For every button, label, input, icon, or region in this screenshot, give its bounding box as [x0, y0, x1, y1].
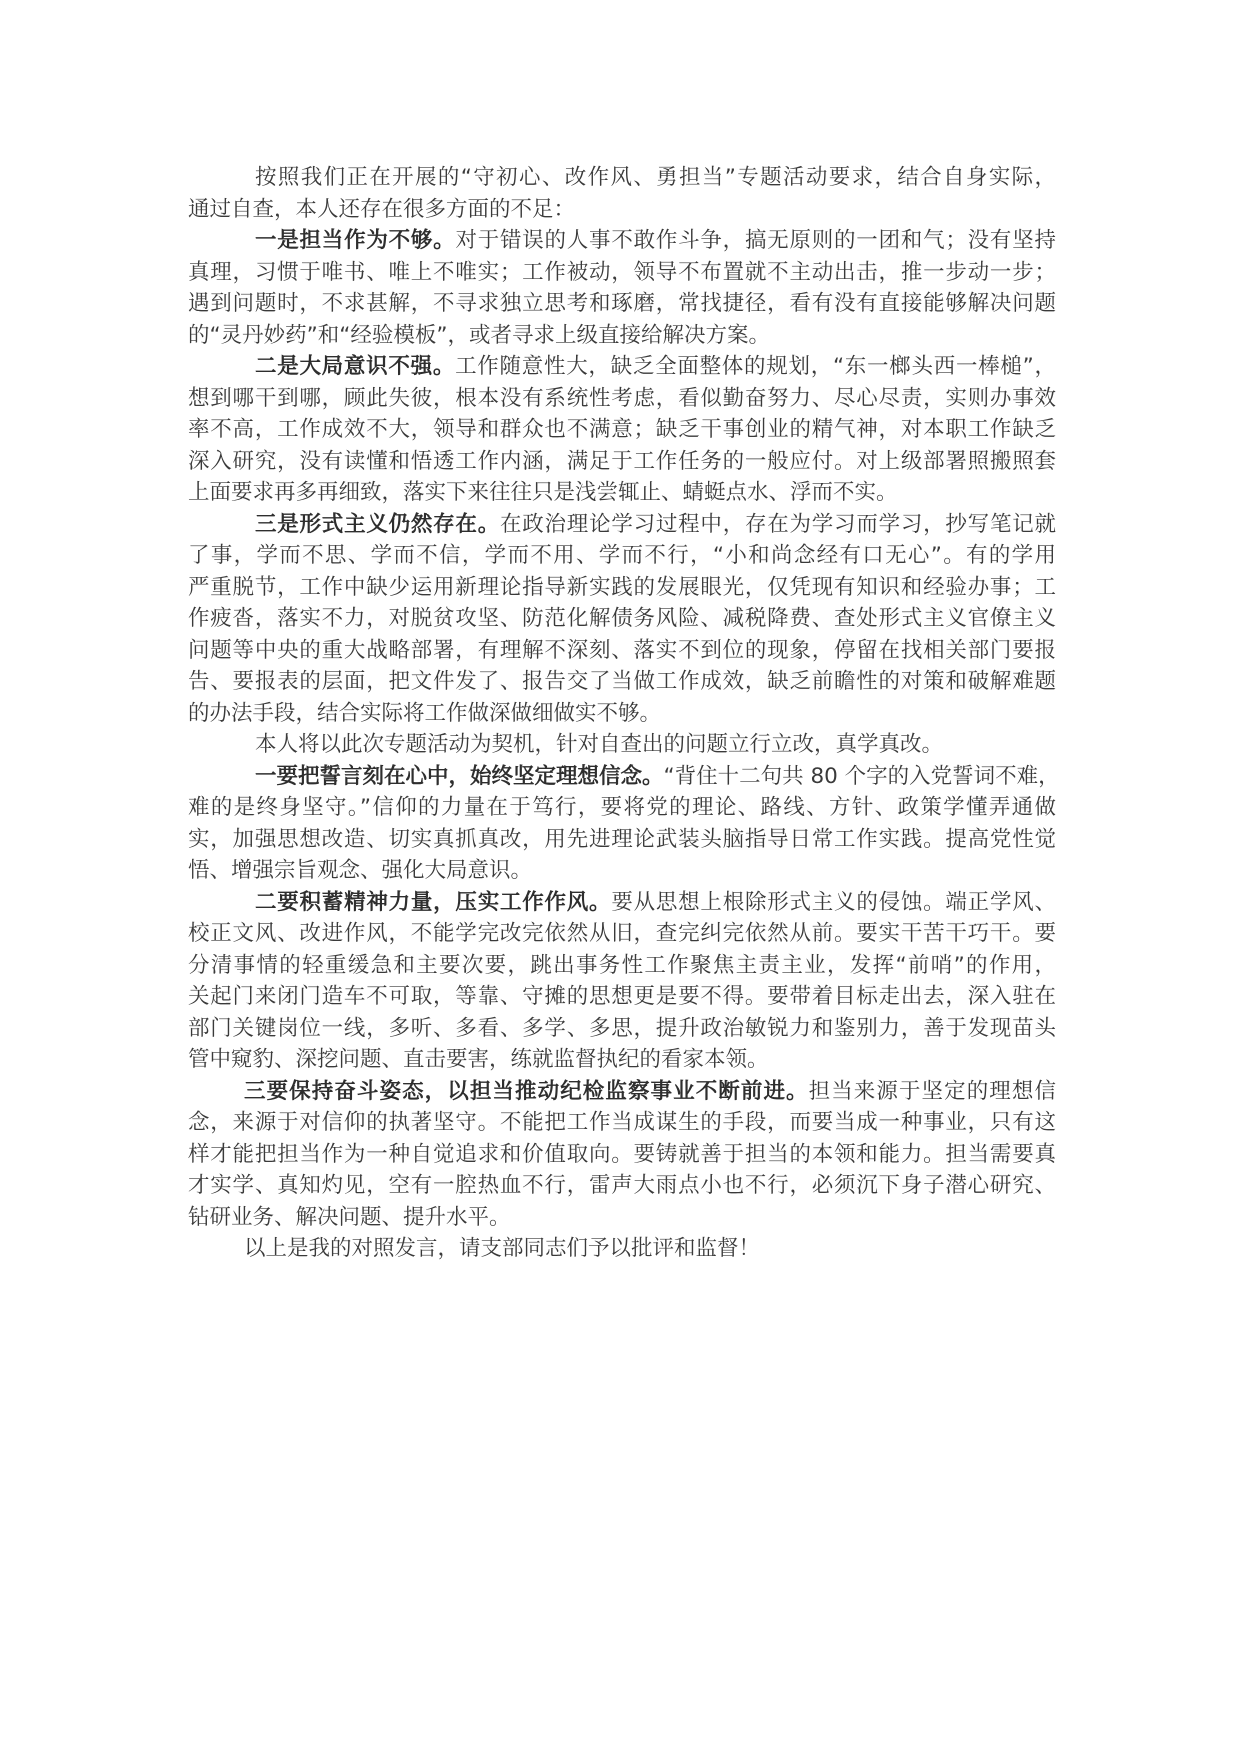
paragraph-heading: 二是大局意识不强。: [255, 354, 456, 379]
paragraph: [188, 1076, 1056, 1234]
line-text: 难的是终身坚守。”信仰的力量在于笃行，要将党的理论、路线、方针、政策学懂弄通做: [188, 795, 1056, 820]
text-line: [188, 792, 1056, 824]
line-text: 了事，学而不思、学而不信，学而不用、学而不行，“小和尚念经有口无心”。有的学用: [188, 543, 1056, 568]
line-text: 上面要求再多再细致，落实下来往往只是浅尝辄止、蜻蜓点水、浮而不实。: [188, 480, 898, 505]
text-line: [188, 194, 1056, 226]
text-line: [188, 603, 1056, 635]
line-text: 真理，习惯于唯书、唯上不唯实；工作被动，领导不布置就不主动出击，推一步动一步；: [188, 259, 1056, 285]
text-line: [188, 1076, 1056, 1108]
line-text: 样才能把担当作为一种自觉追求和价值取向。要铸就善于担当的本领和能力。担当需要真: [188, 1141, 1056, 1167]
text-line: [188, 257, 1056, 289]
paragraph: [188, 225, 1056, 351]
line-text: 实，加强思想改造、切实真抓真改，用先进理论武装头脑指导日常工作实践。提高党性觉: [188, 826, 1056, 852]
text-line: [188, 918, 1056, 950]
line-text: 通过自查，本人还存在很多方面的不足：: [188, 196, 576, 222]
text-line: [188, 225, 1056, 257]
paragraph: [188, 509, 1056, 730]
line-text: 告、要报表的层面，把文件发了、报告交了当做工作成效，缺乏前瞻性的对策和破解难题: [188, 669, 1056, 694]
text-line: [188, 288, 1056, 320]
line-text: 作疲沓，落实不力，对脱贫攻坚、防范化解债务风险、减税降费、查处形式主义官僚主义: [188, 606, 1056, 631]
line-text: 念，来源于对信仰的执著坚守。不能把工作当成谋生的手段，而要当成一种事业，只有这: [188, 1110, 1056, 1135]
line-text: 的“灵丹妙药”和“经验模板”，或者寻求上级直接给解决方案。: [188, 322, 771, 348]
paragraph: [188, 761, 1060, 887]
text-line: [188, 981, 1056, 1013]
line-text: 悟、增强宗旨观念、强化大局意识。: [188, 858, 533, 883]
text-line: [188, 1139, 1056, 1171]
line-text: 率不高，工作成效不大，领导和群众也不满意；缺乏干事创业的精气神，对本职工作缺乏: [188, 417, 1056, 442]
line-text: 担当来源于坚定的理想信: [808, 1078, 1056, 1104]
text-line: [188, 446, 1056, 478]
line-text: 的办法手段，结合实际将工作做深做细做实不够。: [188, 700, 662, 726]
line-text: 钻研业务、解决问题、提升水平。: [188, 1204, 511, 1230]
text-line: [188, 824, 1056, 856]
line-text: 想到哪干到哪，顾此失彼，根本没有系统性考虑，看似勤奋努力、尽心尽责，实则办事效: [188, 385, 1056, 411]
paragraph-heading: 二要积蓄精神力量，压实工作作风。: [255, 889, 612, 915]
paragraph: [188, 351, 1056, 509]
line-text: 分清事情的轻重缓急和主要次要，跳出事务性工作聚焦主责主业，发挥“前哨”的作用，: [188, 952, 1056, 978]
text-line: [188, 1202, 1056, 1234]
line-text: “背住十二句共 80 个字的入党誓词不难，: [663, 763, 1060, 789]
line-text: 遇到问题时，不求甚解，不寻求独立思考和琢磨，常找捷径，看有没有直接能够解决问题: [188, 291, 1056, 316]
line-text: 才实学、真知灼见，空有一腔热血不行，雷声大雨点小也不行，必须沉下身子潜心研究、: [188, 1173, 1056, 1198]
paragraph: [188, 887, 1056, 1076]
paragraph-heading: 一是担当作为不够。: [255, 228, 456, 253]
text-line: [188, 414, 1056, 446]
text-line: [188, 509, 1056, 541]
text-line: [188, 383, 1056, 415]
text-line: [188, 729, 1056, 761]
paragraph: [188, 729, 1056, 761]
text-line: [188, 1044, 1056, 1076]
text-line: [188, 698, 1056, 730]
line-text: 以上是我的对照发言，请支部同志们予以批评和监督！: [244, 1236, 761, 1261]
line-text: 要从思想上根除形式主义的侵蚀。端正学风、: [611, 889, 1056, 915]
text-line: [188, 351, 1056, 383]
line-text: 深入研究，没有读懂和悟透工作内涵，满足于工作任务的一般应付。对上级部署照搬照套: [188, 448, 1056, 474]
line-text: 问题等中央的重大战略部署，有理解不深刻、落实不到位的现象，停留在找相关部门要报: [188, 637, 1056, 663]
line-text: 工作随意性大，缺乏全面整体的规划，“东一榔头西一棒槌”，: [455, 354, 1056, 379]
line-text: 关起门来闭门造车不可取，等靠、守摊的思想更是要不得。要带着目标走出去，深入驻在: [188, 984, 1056, 1009]
paragraph: [188, 162, 1056, 225]
paragraph-heading: 三是形式主义仍然存在。: [255, 511, 500, 537]
text-line: [188, 1013, 1056, 1045]
line-text: 部门关键岗位一线，多听、多看、多学、多思，提升政治敏锐力和鉴别力，善于发现苗头: [188, 1015, 1056, 1041]
text-line: [188, 162, 1056, 194]
text-line: [188, 320, 1056, 352]
paragraph-heading: 一要把誓言刻在心中，始终坚定理想信念。: [255, 763, 664, 789]
line-text: 管中窥豹、深挖问题、直击要害，练就监督执纪的看家本领。: [188, 1047, 769, 1072]
text-line: [188, 666, 1056, 698]
line-text: 按照我们正在开展的“守初心、改作风、勇担当”专题活动要求，结合自身实际，: [255, 165, 1056, 190]
line-text: 校正文风、改进作风，不能学完改完依然从旧，查完纠完依然从前。要实干苦干巧干。要: [188, 921, 1056, 946]
paragraph-heading: 三要保持奋斗姿态，以担当推动纪检监察事业不断前进。: [244, 1078, 809, 1104]
text-line: [188, 635, 1056, 667]
text-line: [188, 1107, 1056, 1139]
text-line: [188, 540, 1056, 572]
document-body: [188, 162, 1060, 1265]
line-text: 本人将以此次专题活动为契机，针对自查出的问题立行立改，真学真改。: [255, 732, 944, 757]
line-text: 在政治理论学习过程中，存在为学习而学习，抄写笔记就: [499, 511, 1056, 537]
text-line: [188, 950, 1056, 982]
text-line: [188, 1170, 1056, 1202]
text-line: [188, 1233, 1056, 1265]
text-line: [188, 761, 1060, 793]
text-line: [188, 887, 1056, 919]
text-line: [188, 855, 1056, 887]
line-text: 严重脱节，工作中缺少运用新理论指导新实践的发展眼光，仅凭现有知识和经验办事；工: [188, 574, 1056, 600]
text-line: [188, 572, 1056, 604]
paragraph: [188, 1233, 1056, 1265]
text-line: [188, 477, 1056, 509]
line-text: 对于错误的人事不敢作斗争，搞无原则的一团和气；没有坚持: [455, 228, 1056, 253]
